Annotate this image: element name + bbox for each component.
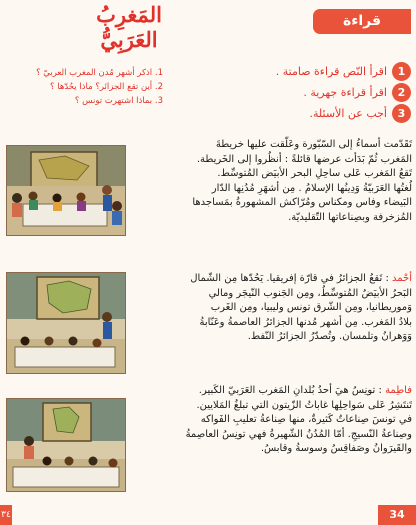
task-text: أجب عن الأسئلة. (309, 107, 387, 120)
paragraph-line: المُزخرفة وبصِناعاتها التّقليديّة. (288, 211, 412, 223)
paragraph-line (130, 272, 412, 287)
paragraph-line: تَنتَشِرُ عَلى سَواحِلِها غاباتُ الزّيتون التي تبلغُ المَلايين. (196, 399, 412, 411)
task-number-badge: 3 (392, 104, 411, 123)
paragraph-line-rest: : تونِسُ هيَ أحدُ بُلدانِ المَغرب العَرَبيّ الكَبير. (198, 385, 386, 396)
question-item: 1. اذكر أشهر مُدن المغرب العربيّ ؟ (36, 68, 163, 78)
paragraph-line: والقَيرَوانُ وصَفاقِسُ وسوسةُ وقابسُ. (260, 443, 412, 455)
paragraph-line: تَقعُ المَغرب عَلى ساحِلِ البحر الأبيَض المُتوسِّط. (217, 168, 412, 180)
task-text: اقرأ النّص قراءة صامتة . (275, 65, 387, 78)
question-item: 2. أين تقع الجزائر؟ ماذا يحُدّها ؟ (50, 82, 163, 92)
question-item: 3. بماذا اشتهرت تونس ؟ (74, 96, 163, 106)
classroom-illustration-algeria (6, 272, 126, 374)
paragraph-line: بلادُ المَغرب. مِن أشهر مُدنها الجزائرُ العاصمةُ وعَنّابةُ (199, 316, 412, 328)
classroom-illustration-tunisia (6, 398, 126, 492)
task-number-badge: 2 (392, 83, 411, 102)
paragraph-line (130, 384, 412, 399)
paragraph-line: البَيضاء وفاس ومكناس ومُرّاكش المشهورةُ بمَساجدها (192, 197, 412, 209)
task-item (228, 103, 411, 124)
paragraph-algeria (130, 272, 412, 345)
speaker-name: فاطِمة (385, 385, 412, 396)
speaker-name: أحْمد (392, 273, 412, 284)
task-number-badge: 1 (392, 62, 411, 81)
paragraph-line: المَغرب ثُمّ بَدَأت عرضها قائلةً : أنظُروا إلى الخَريطة. (196, 153, 412, 165)
paragraph-intro (130, 138, 412, 226)
task-text: اقرأ قراءة جهرية . (303, 86, 387, 99)
paragraph-line: وَموريطانيا، ومِن الشّرق تونس وليبيا، ومِن الغَرب (210, 302, 412, 314)
page-number: 34 (378, 505, 416, 525)
paragraph-tunisia (130, 384, 412, 457)
task-item (228, 82, 411, 103)
paragraph-line: في تونسَ صِناعاتٌ كَثيرةٌ، منها صِناعةُ تعليبِ الفَواكه (200, 414, 412, 426)
page-number-arabic: ٣٤ (0, 505, 12, 525)
section-badge: قراءة (313, 9, 411, 34)
paragraph-line-rest: : تَقعُ الجزائرُ في قارّة إفريقيا. يَحُدّها مِن الشّمال (190, 273, 392, 284)
task-item (228, 61, 411, 82)
paragraph-line: وَوَهرانُ وتلمسان. وتُصدّرُ الجزائرُ النّفط. (247, 331, 412, 343)
task-list (228, 61, 411, 124)
classroom-illustration-morocco (6, 145, 126, 236)
paragraph-line: وصِناعةُ النّسيجِ. أمّا المُدُنُ الشّهيرةُ فهي تونِسُ العاصِمةُ (185, 428, 412, 440)
paragraph-line: البَحرُ الأبيَضُ المُتوسِّطُ، ومِن الجَنوب النّيجَر ومالي (208, 287, 412, 299)
questions-list (3, 66, 163, 108)
paragraph-line: تَقَدّمت أسماءُ إلى السّبّورة وعَلّقت عليها خريطةَ (215, 139, 412, 150)
page-title: المَغرِبُ العَرَبِيُّ (96, 2, 162, 52)
paragraph-line: لُغتُها العَرَبيّةُ وَدِينُها الإسلامُ . مِن أشهَرِ مُدُنِها الدّار (211, 182, 412, 194)
